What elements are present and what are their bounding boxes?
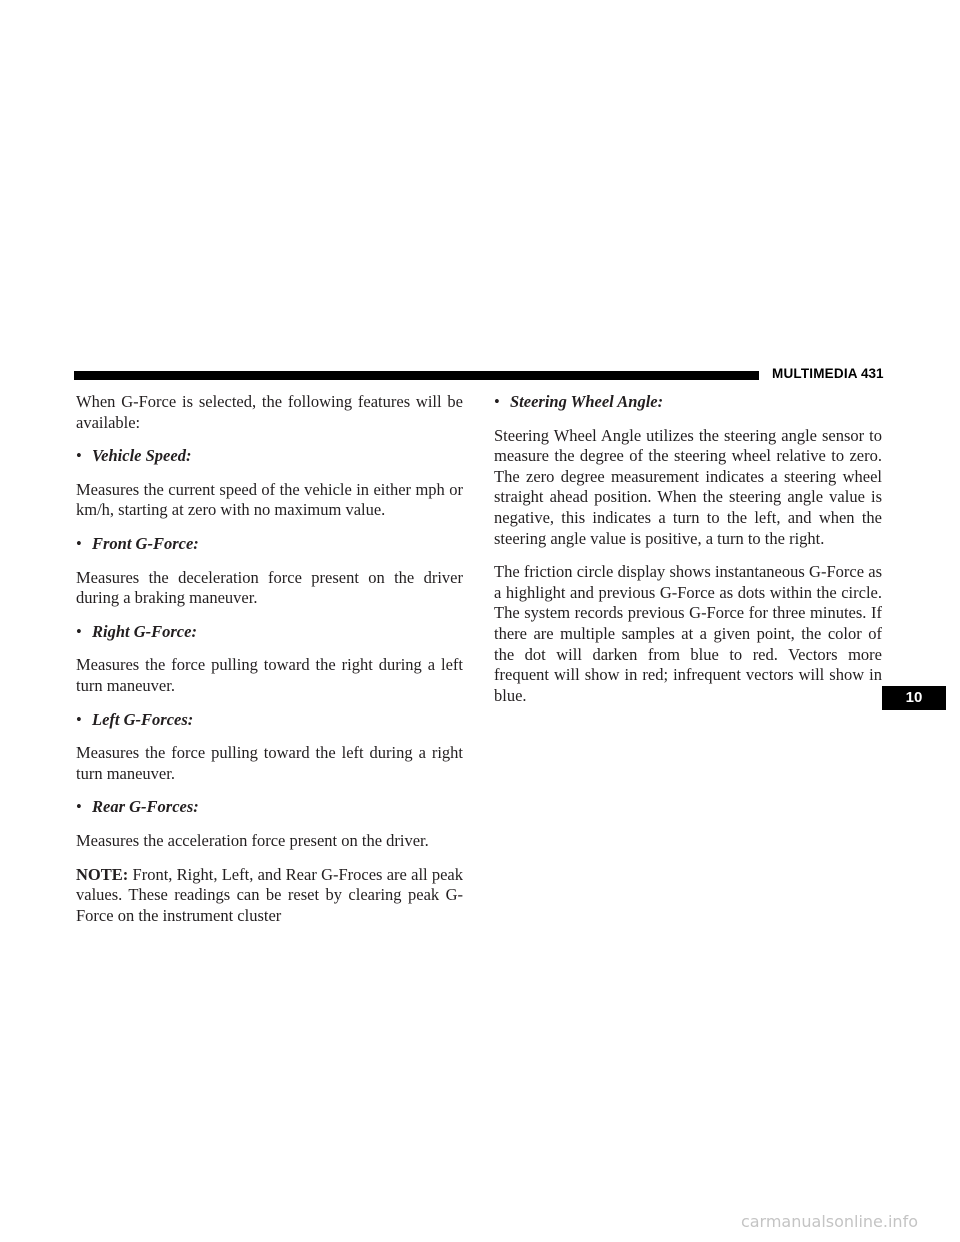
bullet-label: Vehicle Speed: (92, 446, 192, 466)
bullet-label: Steering Wheel Angle: (510, 392, 664, 411)
bullet-dot: • (76, 709, 82, 729)
bullet-dot: • (76, 446, 82, 466)
left-g-forces-description: Measures the force pulling toward the left during a right turn maneuver. (76, 743, 463, 783)
bullet-dot: • (494, 392, 500, 411)
friction-circle-paragraph: The friction circle display shows instantaneous G-Force as a highlight and previous G-Force as dots within the circle. The system records previous G-Force for three minutes. If there are multiple samples at a given point, the color of the dot will darken from blue to red. Vectors more frequent will show in red; infrequent vectors will show in blue. (494, 562, 882, 705)
bullet-rear-g-forces (76, 797, 463, 818)
section-title: MULTIMEDIA (772, 366, 858, 381)
bullet-label: Front G-Force: (92, 533, 199, 553)
bullet-right-g-force (76, 622, 463, 643)
watermark: carmanualsonline.info (740, 1212, 918, 1231)
front-g-force-description: Measures the deceleration force present on the driver during a braking maneuver. (76, 567, 463, 608)
bullet-label: Right G-Force: (92, 621, 197, 641)
right-column (494, 392, 882, 719)
rear-g-forces-description: Measures the acceleration force present on the driver. (76, 830, 429, 850)
right-g-force-description: Measures the force pulling toward the right during a left turn maneuver. (76, 655, 463, 695)
bullet-steering-wheel-angle (494, 392, 882, 413)
note-label: NOTE: (76, 864, 129, 884)
bullet-dot: • (76, 533, 82, 553)
note-paragraph (76, 865, 463, 927)
bullet-left-g-forces (76, 710, 463, 731)
page-number: 431 (861, 366, 884, 381)
note-text: Front, Right, Left, and Rear G-Froces are all peak values. These readings can be reset by clearing peak G-Force on the instrument cluster (76, 864, 464, 925)
bullet-label: Rear G-Forces: (92, 797, 199, 817)
chapter-tab: 10 (882, 686, 946, 710)
header-rule (74, 371, 759, 380)
bullet-label: Left G-Forces: (92, 709, 194, 729)
vehicle-speed-description: Measures the current speed of the vehicle in either mph or km/h, starting at zero with no maximum value. (76, 479, 463, 520)
steering-angle-paragraph: Steering Wheel Angle utilizes the steering angle sensor to measure the degree of the steering wheel relative to zero. The zero degree measurement indicates a steering wheel straight ahead position. When the steering angle value is negative, this indicates a turn to the left, and when the steering angle value is positive, a turn to the right. (494, 425, 882, 548)
intro-paragraph: When G-Force is selected, the following features will be available: (76, 392, 463, 432)
bullet-dot: • (76, 621, 82, 641)
bullet-vehicle-speed (76, 446, 463, 467)
left-column (76, 392, 463, 939)
bullet-front-g-force (76, 534, 463, 555)
bullet-dot: • (76, 797, 82, 817)
